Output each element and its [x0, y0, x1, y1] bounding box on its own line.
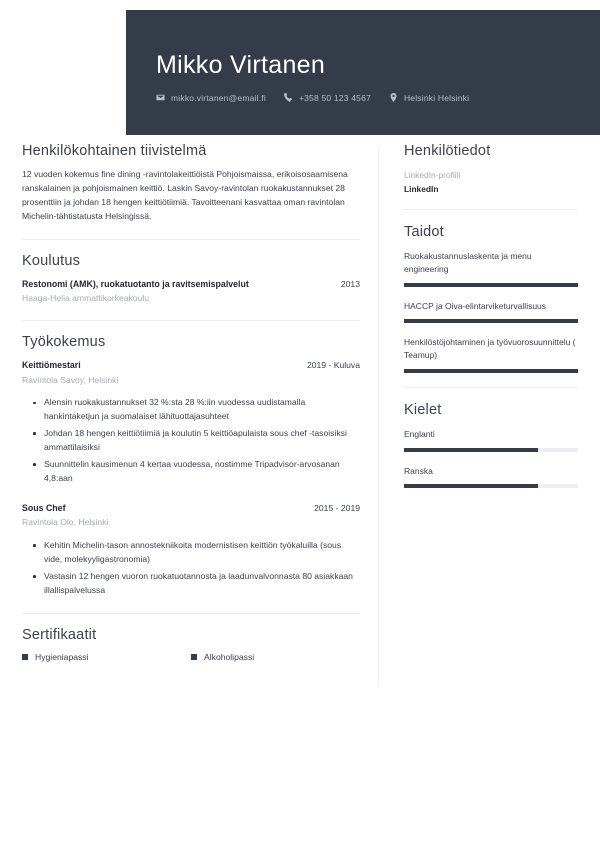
language-level-fill — [404, 448, 538, 452]
languages-title: Kielet — [404, 401, 442, 418]
square-bullet-icon — [191, 654, 197, 660]
skill-level-fill — [404, 319, 578, 323]
sidebar-column — [379, 143, 600, 687]
resume-header — [126, 10, 600, 135]
contact-location — [389, 93, 469, 103]
personal-title: Henkilötiedot — [404, 143, 491, 159]
contact-email[interactable] — [156, 93, 266, 103]
summary-text: 12 vuoden kokemus fine dining -ravintolakeittiöistä Pohjoismaissa, erikoisosaamisena ranskalainen ja pohjoismainen keittiö. Laskin Savoy-ravintolan ruokakustannukset 28 prosenttiin ja johdan 18 hengen keittiötiimiä. Tavoitteenani kasvattaa oman ravintolan Michelin-tähtistatusta Helsingissä. — [22, 169, 348, 221]
language-name: Ranska — [404, 465, 433, 476]
skill-name: Ruokakustannuslaskenta ja menu engineering — [404, 251, 532, 274]
candidate-name: Mikko Virtanen — [156, 51, 326, 79]
skill-name: Henkilöstöjohtaminen ja työvuorosuunnittelu ( Teamup) — [404, 337, 576, 361]
language-level-bar — [404, 448, 578, 452]
sidebar-section-languages — [404, 402, 578, 489]
skill-level-fill — [404, 283, 578, 287]
bullet-item: Vastasin 12 hengen vuoron ruokatuotannosta ja laadunvalvonnasta 80 asiakkaan illallispalvelussa — [44, 570, 360, 598]
job-date: 2015 - 2019 — [314, 502, 360, 513]
envelope-icon — [156, 93, 165, 102]
resume-body — [0, 143, 600, 687]
bullet-item: Alensin ruokakustannukset 32 %:sta 28 %:iin vuodessa uudistamalla hankintaketjun ja suomalaiset lähituottajasuhteet — [44, 396, 360, 424]
section-divider — [22, 320, 360, 321]
job-employer: Ravintola Olo, Helsinki — [22, 517, 109, 528]
section-summary — [22, 143, 360, 224]
bullet-item: Johdan 18 hengen keittiötiimiä ja koulutin 5 keittiöapulaista sous chef -tasoisiksi ammattilaisiksi — [44, 427, 360, 455]
education-title: Koulutus — [22, 252, 81, 269]
experience-title: Työkokemus — [22, 333, 106, 350]
language-item — [404, 428, 578, 452]
language-item — [404, 465, 578, 489]
sidebar-section-personal — [404, 143, 578, 195]
skill-level-bar — [404, 319, 578, 323]
contact-phone-text: +358 50 123 4567 — [298, 92, 371, 103]
certificate-label: Hygieniapassi — [35, 651, 89, 662]
certificate-item — [22, 652, 191, 662]
contact-row — [156, 93, 600, 103]
job-title: Sous Chef — [22, 502, 66, 513]
section-certificates — [22, 627, 360, 662]
section-education — [22, 253, 360, 305]
skill-item — [404, 300, 578, 324]
job-bullets — [22, 539, 360, 598]
language-level-bar — [404, 484, 578, 488]
education-entry — [22, 278, 360, 305]
bullet-item: Kehitin Michelin-tason annostekniikoita modernistisen keittiön työkaluilla (sous vide, molekyyligastronomia) — [44, 539, 360, 567]
sidebar-divider — [404, 387, 578, 388]
education-date: 2013 — [340, 278, 360, 289]
skill-name: HACCP ja Oiva-elintarviketurvallisuus — [404, 300, 547, 311]
job-employer: Ravintola Savoy, Helsinki — [22, 374, 119, 385]
job-bullets — [22, 396, 360, 486]
skill-item — [404, 336, 578, 373]
skill-level-bar — [404, 283, 578, 287]
section-divider — [22, 613, 360, 614]
personal-item — [404, 169, 578, 195]
contact-phone[interactable] — [284, 93, 371, 103]
skill-item — [404, 250, 578, 287]
square-bullet-icon — [22, 654, 28, 660]
job-date: 2019 - Kuluva — [306, 359, 360, 370]
contact-email-text: mikko.virtanen@email.fi — [171, 92, 266, 103]
bullet-item: Suunnittelin kausimenun 4 kertaa vuodessa, nostimme Tripadvisor-arvosanan 4,8:aan — [44, 458, 360, 486]
main-column — [0, 143, 378, 687]
skill-level-bar — [404, 369, 578, 373]
personal-item-value[interactable]: LinkedIn — [404, 183, 439, 194]
education-degree: Restonomi (AMK), ruokatuotanto ja ravitsemispalvelut — [22, 278, 249, 289]
summary-title: Henkilökohtainen tiivistelmä — [22, 143, 207, 159]
skill-level-fill — [404, 369, 578, 373]
sidebar-divider — [404, 209, 578, 210]
location-pin-icon — [389, 93, 398, 102]
experience-entry — [22, 502, 360, 598]
language-level-fill — [404, 484, 538, 488]
education-school: Haaga-Helia ammattikorkeakoulu — [22, 293, 150, 304]
skills-title: Taidot — [404, 224, 444, 241]
certificate-item — [191, 652, 360, 662]
section-experience — [22, 334, 360, 598]
certificate-label: Alkoholipassi — [204, 651, 255, 662]
experience-entry — [22, 359, 360, 486]
phone-icon — [284, 93, 293, 102]
certificates-title: Sertifikaatit — [22, 626, 97, 643]
personal-item-label: LinkedIn-profiili — [404, 170, 461, 180]
sidebar-section-skills — [404, 224, 578, 373]
section-divider — [22, 239, 360, 240]
job-title: Keittiömestari — [22, 359, 81, 370]
certificates-list — [22, 652, 360, 662]
contact-location-text: Helsinki Helsinki — [403, 92, 470, 103]
language-name: Englanti — [404, 428, 435, 439]
